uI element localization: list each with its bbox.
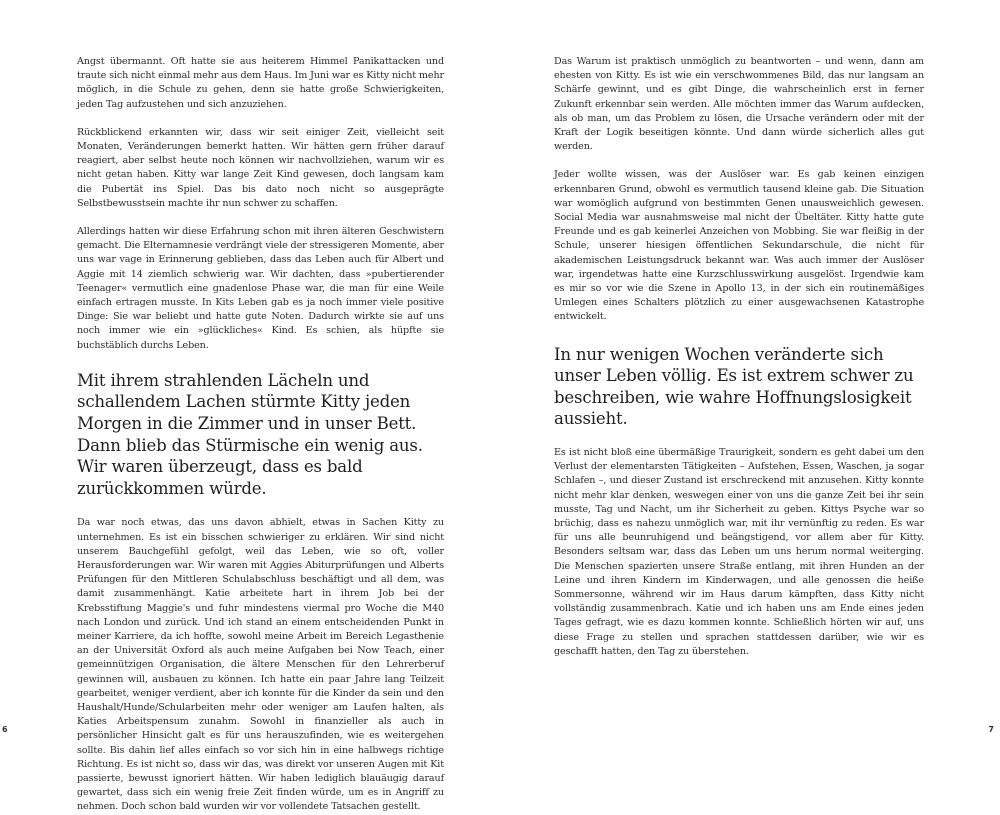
pull-quote: In nur wenigen Wochen veränderte sich unser Leben völlig. Es ist extrem schwer zu beschreiben, wie wahre Hoffnungslosigkeit aussieht. — [554, 344, 914, 429]
body-paragraph: Jeder wollte wissen, was der Auslöser war. Es gab keinen einzigen erkennbaren Grund, obwohl es vermutlich tausend kleine gab. Die Situation war womöglich aufgrund von bestimmten Genen unausweichlich gewesen. Social Media war ausnahmsweise mal nicht der Übeltäter. Kitty hatte gute Freunde und es gab keinerlei Anzeichen von Mobbing. Sie war fleißig in der Schule, unserer hiesigen öffentlichen Sekundarschule, die nicht für akademischen Leistungsdruck bekannt war. Was auch immer der Auslöser war, irgendetwas hatte eine Kurzschlusswirkung ausgelöst. Irgendwie kam es mir so vor wie die Szene in Apollo 13, in der sich ein routinemäßiges Umlegen eines Schalters plötzlich zu einer ausgewachsenen Katastrophe entwickelt. — [554, 169, 924, 323]
body-paragraph: Angst übermannt. Oft hatte sie aus heiterem Himmel Panikattacken und traute sich nicht einmal mehr aus dem Haus. Im Juni war es Kitty nicht mehr möglich, in die Schule zu gehen, denn sie hatte große Schwierigkeiten, jeden Tag aufzustehen und sich anzuziehen. — [77, 56, 444, 110]
left-page-text-column — [77, 55, 444, 815]
left-page — [0, 0, 500, 813]
body-paragraph: Das Warum ist praktisch unmöglich zu beantworten – und wenn, dann am ehesten von Kitty. Es ist wie ein verschwommenes Bild, das nur langsam an Schärfe gewinnt, und es gibt Dinge, die wahrscheinlich erst in ferner Zukunft erkennbar sein werden. Alle möchten immer das Warum aufdecken, als ob man, um das Problem zu lösen, die Ursache verändern oder mit der Kraft der Logik beseitigen könnte. Und dann würde sicherlich alles gut werden. — [554, 56, 924, 153]
body-paragraph: Allerdings hatten wir diese Erfahrung schon mit ihren älteren Geschwistern gemacht. Die Elternamnesie verdrängt viele der stressigeren Momente, aber uns war vage in Erinnerung geblieben, dass das Leben auch für Albert und Aggie mit 14 ziemlich schwierig war. Wir dachten, dass »pubertierender Teenager« vermutlich eine gnadenlose Phase war, die man für eine Weile einfach ertragen musste. In Kits Leben gab es ja noch immer viele positive Dinge: Sie war beliebt und hatte gute Noten. Dadurch wirkte sie auf uns noch immer wie ein »glückliches« Kind. Es schien, als hüpfte sie buchstäblich durchs Leben. — [77, 226, 444, 351]
right-page-text-column — [554, 55, 924, 659]
pull-quote: Mit ihrem strahlenden Lächeln und schallendem Lachen stürmte Kitty jeden Morgen in die Zimmer und in unser Bett. Dann blieb das Stürmische ein wenig aus. Wir waren überzeugt, dass es bald zurückkommen würde. — [77, 370, 423, 498]
body-paragraph: Es ist nicht bloß eine übermäßige Traurigkeit, sondern es geht dabei um den Verlust der elementarsten Tätigkeiten – Aufstehen, Essen, Waschen, ja sogar Schlafen –, und dieser Zustand ist erschreckend mit anzusehen. Kitty konnte nicht mehr klar denken, weswegen einer von uns die ganze Zeit bei ihr sein musste, Tag und Nacht, um ihr Sicherheit zu geben. Kittys Psyche war so brüchig, dass es nahezu unmöglich war, mit ihr vernünftig zu reden. Es war für uns alle beunruhigend und beängstigend, vor allem aber für Kitty. Besonders seltsam war, dass das Leben um uns herum normal weiterging. Die Menschen spazierten unsere Straße entlang, mit ihren Hunden an der Leine und ihren Kindern im Kinderwagen, und alle genossen die heiße Sommersonne, während wir im Haus darum kämpften, dass Kitty nicht vollständig zusammenbrach. Katie und ich haben uns am Ende eines jeden Tages gefragt, wie es dazu kommen konnte. Schließlich hörten wir auf, uns diese Frage zu stellen und sprachen stattdessen darüber, wie wir es geschafft hatten, den Tag zu überstehen. — [554, 447, 924, 657]
body-paragraph: Rückblickend erkannten wir, dass wir seit einiger Zeit, vielleicht seit Monaten, Veränderungen bemerkt hatten. Wir hätten gern früher darauf reagiert, aber selbst heute noch können wir nachvollziehen, warum wir es nicht getan haben. Kitty war lange Zeit Kind gewesen, doch langsam kam die Pubertät ins Spiel. Das bis dato noch nicht so ausgeprägte Selbstbewusstsein machte ihr nun schwer zu schaffen. — [77, 126, 444, 209]
body-paragraph: Da war noch etwas, das uns davon abhielt, etwas in Sachen Kitty zu unternehmen. Es ist ein bisschen schwieriger zu erklären. Wir sind nicht unserem Bauchgefühl gefolgt, weil das Leben, wie so oft, voller Herausforderungen war. Wir waren mit Aggies Abiturprüfungen und Alberts Prüfungen für den Mittleren Schulabschluss beschäftigt und all dem, was damit zusammenhängt. Katie arbeitete hart in ihrem Job bei der Krebsstiftung Maggie's und fuhr mindestens viermal pro Woche die M40 nach London und zurück. Und ich stand an einem entscheidenden Punkt in meiner Karriere, da ich hoffte, sowohl meine Arbeit im Bereich Legasthenie an der Universität Oxford als auch meine Aufgaben bei Now Teach, einer gemeinnützigen Organisation, die ältere Menschen für den Lehrerberuf gewinnen will, ausbauen zu können. Ich hatte ein paar Jahre lang Teilzeit gearbeitet, weniger verdient, aber ich konnte für die Kinder da sein und den Haushalt/Hunde/Schularbeiten mehr oder weniger am Laufen halten, als Katies Arbeitspensum zunahm. Sowohl in finanzieller als auch in persönlicher Hinsicht galt es für uns herauszufinden, wie es weitergehen sollte. Bis dahin lief alles einfach so vor sich hin in eine halbwegs richtige Richtung. Es ist nicht so, dass wir das, was direkt vor unseren Augen mit Kit passierte, bewusst ignoriert hätten. Wir haben lediglich blauäugig darauf gewartet, dass sich ein wenig freie Zeit finden würde, um es in Angriff zu nehmen. Doch schon bald wurden wir vor vollendete Tatsachen gestellt. — [77, 517, 444, 813]
page-number: 7 — [988, 725, 994, 734]
right-page — [500, 0, 1000, 800]
page-number: 6 — [2, 725, 8, 734]
